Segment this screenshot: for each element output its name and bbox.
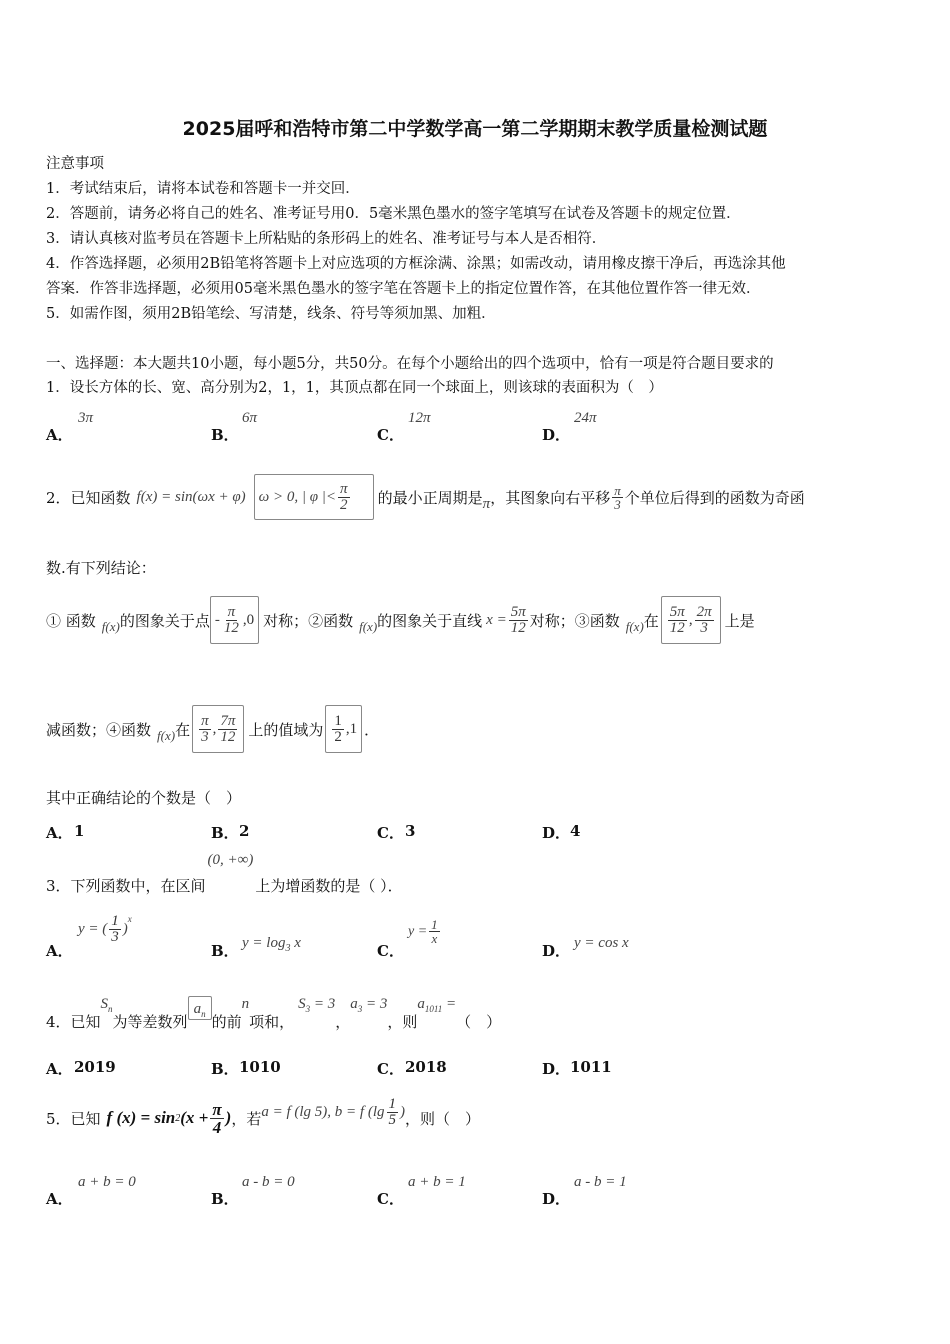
subscript: 1011 — [424, 1004, 443, 1014]
option-label: B． — [211, 426, 239, 444]
option-value: 3π — [78, 410, 94, 426]
text: 的前 — [211, 1013, 242, 1031]
exponent: 2 — [175, 1112, 181, 1124]
q2-range — [325, 705, 362, 753]
frac-den: 2 — [340, 496, 348, 513]
q2-mid2: ，其图象向右平移 — [490, 488, 611, 507]
text: ，则（ ） — [405, 1109, 481, 1128]
q2-condition — [254, 474, 374, 520]
q2-point-zero: ,0 — [242, 611, 255, 628]
frac-den: 12 — [510, 619, 526, 636]
q2-mid3: 个单位后得到的函数为奇函 — [624, 488, 805, 507]
frac-den: 3 — [111, 929, 119, 945]
text: 4．已知 — [46, 1013, 101, 1031]
option-value: 4 — [570, 822, 581, 840]
q2-neg-sign: - — [214, 611, 220, 628]
option-label: B． — [211, 824, 239, 842]
frac — [332, 714, 344, 745]
frac — [218, 714, 237, 745]
note-item: 3．请认真核对监考员在答题卡上所粘贴的条形码上的姓名、准考证号与本人是否相符． — [46, 231, 607, 247]
option-label: C． — [377, 824, 404, 842]
subscript: n — [201, 1009, 206, 1019]
frac-num: 5π — [669, 603, 685, 620]
frac-num: π — [614, 482, 621, 498]
subscript: 3 — [305, 1004, 311, 1014]
q2-dot: ． — [364, 720, 380, 739]
option-label: A． — [46, 824, 73, 842]
q3-option-a — [78, 914, 132, 945]
option-label: C． — [377, 1060, 404, 1078]
frac-num: π — [201, 712, 209, 729]
q3-option-b — [242, 935, 301, 954]
comma: , — [688, 611, 693, 628]
q2-c4a: 减函数；④函数 — [46, 720, 152, 739]
q4-stem — [46, 996, 501, 1032]
option-label: A． — [46, 1190, 73, 1208]
subscript: n — [108, 1004, 113, 1014]
expr: ) — [400, 1103, 405, 1120]
option-label: D． — [542, 426, 571, 444]
page-title: 2025届呼和浩特市第二中学数学高一第二学期期末教学质量检测试题 — [182, 118, 768, 140]
note-item: 5．如需作图，须用2B铅笔绘、写清楚，线条、符号等须加黑、加粗． — [46, 306, 496, 322]
frac — [199, 714, 211, 745]
q5-ab — [261, 1097, 405, 1128]
option-label: D． — [542, 1190, 571, 1208]
expr: S — [100, 996, 109, 1012]
frac-den: 5 — [388, 1111, 396, 1128]
frac-num: π — [340, 480, 348, 497]
q3-suffix: 上为增函数的是（ ）． — [255, 877, 403, 895]
q2-c1a: ① 函数 — [46, 611, 96, 630]
q2-fx: f(x) — [157, 728, 176, 743]
frac-den: 3 — [700, 619, 708, 636]
q2-c1b: 的图象关于点 — [119, 611, 210, 630]
expr: y = ( — [78, 921, 108, 937]
option-label: A． — [46, 426, 73, 444]
q2-c1c: 对称；②函数 — [263, 611, 354, 630]
note-item: 2．答题前，请务必将自己的姓名、准考证号用0．5毫米黑色墨水的签字笔填写在试卷及答题卡的规定位置． — [46, 206, 741, 222]
expr: ) — [225, 1108, 232, 1127]
q3-prefix: 3．下列函数中，在区间 — [46, 877, 206, 895]
q2-fx: f(x) — [625, 619, 644, 634]
option-value: 1010 — [239, 1058, 281, 1076]
expr: y = — [408, 923, 428, 939]
frac-den: 4 — [212, 1117, 222, 1137]
option-label: D． — [542, 1060, 571, 1078]
subscript: 3 — [357, 1004, 363, 1014]
frac-num: 5π — [510, 603, 526, 620]
text: 项和， — [249, 1013, 295, 1031]
expr: = — [442, 996, 457, 1012]
frac-num: 7π — [220, 712, 236, 729]
option-value: 3 — [405, 822, 416, 840]
option-label: B． — [211, 1060, 239, 1078]
frac-den: 3 — [614, 496, 621, 512]
q4-sn — [101, 996, 113, 1014]
option-label: C． — [377, 942, 404, 960]
frac — [695, 605, 714, 636]
q2-interval3 — [661, 596, 721, 644]
q2-line4 — [46, 704, 379, 754]
option-label: A． — [46, 942, 73, 960]
option-value: a - b = 1 — [574, 1174, 627, 1190]
q2-fx: f(x) — [359, 619, 378, 634]
expr: S — [298, 996, 306, 1012]
frac — [387, 1097, 399, 1128]
notes-heading: 注意事项 — [46, 156, 104, 172]
q2-c2c: 对称；③函数 — [529, 611, 620, 630]
section-heading: 一、选择题：本大题共10小题，每小题5分，共50分。在每个小题给出的四个选项中，恰有一项是符合题目要求的 — [46, 356, 774, 372]
q2-c3c: 上是 — [724, 611, 755, 630]
text: 为等差数列 — [112, 1013, 188, 1031]
option-value: 1011 — [570, 1058, 612, 1076]
q3-option-c — [408, 918, 442, 945]
q2-fx: f(x) — [101, 619, 120, 634]
q2-shift-frac — [612, 484, 623, 511]
text: ，若 — [231, 1109, 262, 1128]
option-label: D． — [542, 824, 571, 842]
frac-num: 1 — [388, 1095, 396, 1112]
frac-num: 1 — [111, 913, 119, 929]
frac — [429, 918, 440, 945]
q5-stem — [46, 1094, 480, 1142]
option-value: 2018 — [405, 1058, 447, 1076]
text: （ ） — [456, 1013, 502, 1031]
q4-s3 — [298, 996, 335, 1014]
q3-interval: (0, +∞) — [207, 852, 254, 868]
frac-den: 12 — [669, 619, 685, 636]
q2-mid1: 的最小正周期是 — [377, 488, 483, 507]
expr: y = log — [242, 935, 286, 951]
q4-a3 — [350, 996, 387, 1014]
q2-point — [210, 596, 259, 644]
q2-range-one: ,1 — [345, 720, 358, 737]
option-label: B． — [211, 942, 239, 960]
expr: a = f (lg 5), b = f (lg — [261, 1103, 385, 1120]
q2-xeq: x = — [486, 611, 507, 628]
frac-den: x — [431, 931, 438, 946]
frac — [109, 914, 121, 945]
q5-func — [107, 1101, 232, 1136]
text: ，则 — [387, 1013, 418, 1031]
expr: x — [290, 935, 301, 951]
option-value: 24π — [574, 410, 597, 426]
expr: n — [241, 996, 250, 1012]
q2-prefix: 2．已知函数 — [46, 488, 131, 507]
option-value: a + b = 1 — [408, 1174, 466, 1190]
q2-c4b: 在 — [175, 720, 191, 739]
q4-seq — [188, 996, 212, 1020]
note-item: 4．作答选择题，必须用2B铅笔将答题卡上对应选项的方框涂满、涂黑；如需改动，请用橡皮擦干净后，再选涂其他 — [46, 256, 786, 272]
option-label: A． — [46, 1060, 73, 1078]
q2-line-frac — [509, 605, 528, 636]
expr: a — [350, 996, 358, 1012]
frac-num: π — [212, 1099, 222, 1119]
q4-a1011 — [417, 996, 456, 1014]
option-value: a + b = 0 — [78, 1174, 136, 1190]
note-item: 答案．作答非选择题，必须用05毫米黑色墨水的签字笔在答题卡上的指定位置作答，在其他位置作答一律无效． — [46, 281, 761, 297]
frac-num: 1 — [334, 712, 342, 729]
expr: = 3 — [362, 996, 388, 1012]
expr: ) — [122, 921, 128, 937]
q2-cond-frac — [338, 482, 350, 513]
expr: = 3 — [310, 996, 336, 1012]
q3-stem — [46, 852, 403, 896]
q2-ask: 其中正确结论的个数是（ ） — [46, 789, 242, 807]
option-value: 2 — [239, 822, 250, 840]
comma: , — [212, 720, 217, 737]
q2-c4c: 上的值域为 — [248, 720, 324, 739]
expr: (x + — [180, 1108, 209, 1127]
option-label: D． — [542, 942, 571, 960]
frac-den: 12 — [220, 728, 236, 745]
option-value: a - b = 0 — [242, 1174, 295, 1190]
expr: a — [417, 996, 425, 1012]
option-label: C． — [377, 426, 404, 444]
frac-den: 2 — [334, 728, 342, 745]
q2-line1 — [46, 472, 805, 522]
q2-cond-text: ω > 0, | φ |< — [258, 488, 337, 505]
frac — [668, 605, 687, 636]
option-value: 6π — [242, 410, 258, 426]
frac-den: 12 — [223, 619, 239, 636]
option-label: C． — [377, 1190, 404, 1208]
frac-num: 1 — [431, 917, 438, 932]
text: 5．已知 — [46, 1109, 101, 1128]
option-value: 2019 — [74, 1058, 116, 1076]
q2-func: f(x) = sin(ωx + φ) — [136, 488, 246, 505]
text: ， — [335, 1013, 351, 1031]
q2-c2b: 的图象关于直线 — [377, 611, 483, 630]
q3-option-d: y = cos x — [574, 935, 629, 951]
q2-point-frac — [222, 605, 241, 636]
expr: a — [193, 1001, 202, 1017]
q2-period: π — [482, 495, 491, 512]
q2-c3b: 在 — [643, 611, 659, 630]
exponent: x — [127, 914, 132, 924]
q1-stem: 1．设长方体的长、宽、高分别为2，1，1，其顶点都在同一个球面上，则该球的表面积为（ ） — [46, 380, 663, 396]
frac-den: 3 — [201, 728, 209, 745]
note-item: 1．考试结束后，请将本试卷和答题卡一并交回． — [46, 181, 360, 197]
frac — [210, 1101, 223, 1136]
q2-interval4 — [192, 705, 244, 753]
subscript: 3 — [285, 943, 291, 954]
option-value: 1 — [74, 822, 85, 840]
option-label: B． — [211, 1190, 239, 1208]
q2-line2: 数.有下列结论： — [46, 559, 156, 577]
option-value: 12π — [408, 410, 431, 426]
q2-line3 — [46, 594, 755, 646]
frac-num: π — [227, 603, 236, 620]
frac-num: 2π — [696, 603, 712, 620]
expr: f (x) = sin — [106, 1108, 176, 1127]
